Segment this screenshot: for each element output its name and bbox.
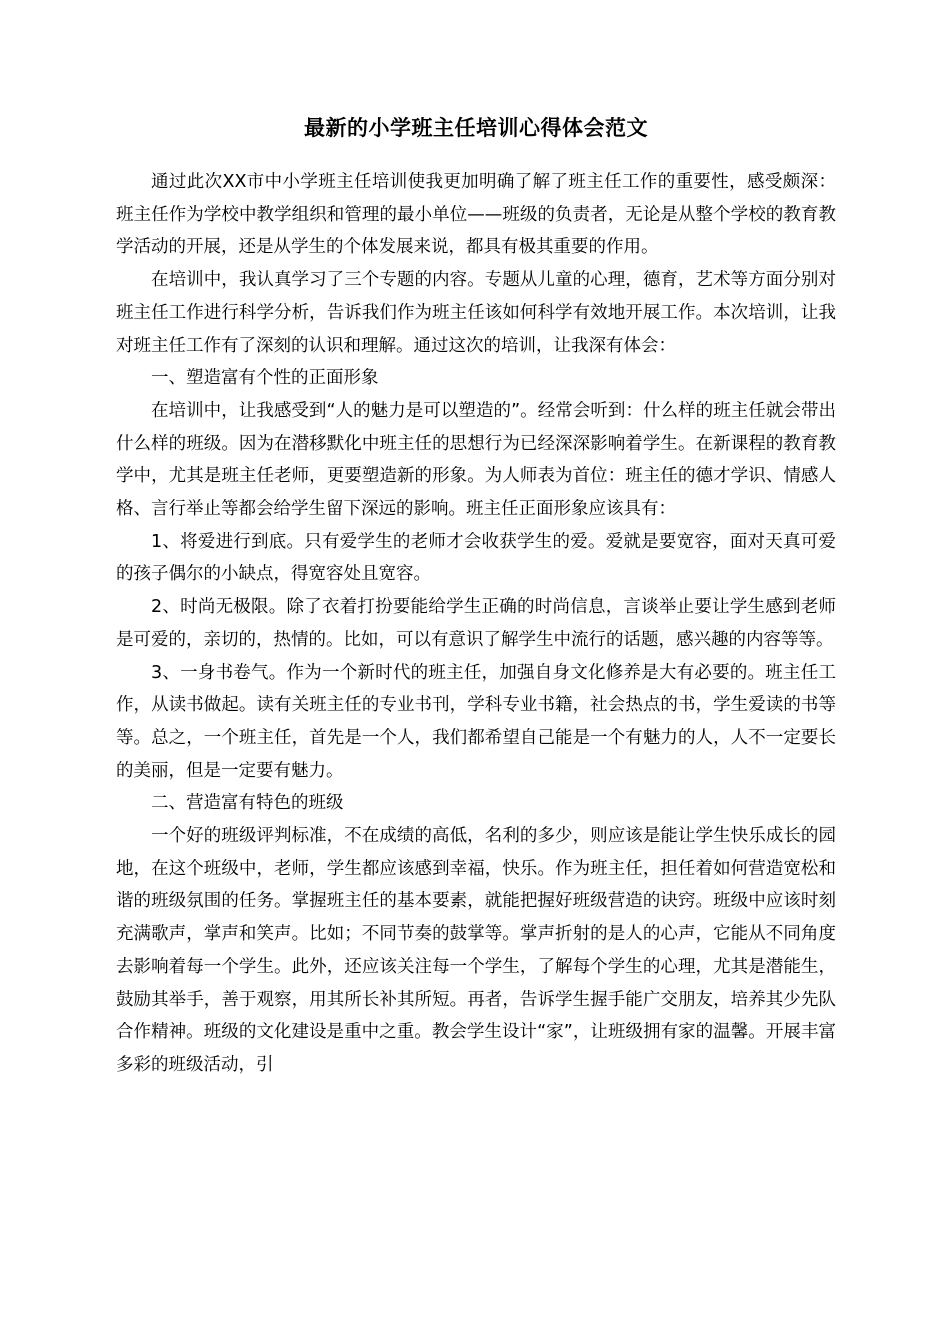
section-heading-2: 二、营造富有特色的班级 <box>151 793 344 814</box>
section-heading-1: 一、塑造富有个性的正面形象 <box>151 368 379 389</box>
document-body <box>116 166 836 1082</box>
paragraph-image: 在培训中，让我感受到“人的魅力是可以塑造的”。经常会听到：什么样的班主任就会带出什么样的班级。因为在潜移默化中班主任的思想行为已经深深影响着学生。在新课程的教育教学中，尤其是班主任老师，更要塑造新的形象。为人师表为首位：班主任的德才学识、情感人格、言行举止等都会给学生留下深远的影响。班主任正面形象应该具有： <box>116 400 836 520</box>
list-item-fashion: 2、时尚无极限。除了衣着打扮要能给学生正确的时尚信息，言谈举止要让学生感到老师是可爱的，亲切的，热情的。比如，可以有意识了解学生中流行的话题，感兴趣的内容等等。 <box>116 597 836 650</box>
paragraph-class: 一个好的班级评判标准，不在成绩的高低，名利的多少，则应该是能让学生快乐成长的园地，在这个班级中，老师，学生都应该感到幸福，快乐。作为班主任，担任着如何营造宽松和谐的班级氛围的任务。掌握班主任的基本要素，就能把握好班级营造的诀窍。班级中应该时刻充满歌声，掌声和笑声。比如；不同节奏的鼓掌等。掌声折射的是人的心声，它能从不同角度去影响着每一个学生。此外，还应该关注每一个学生，了解每个学生的心理，尤其是潜能生，鼓励其举手，善于观察，用其所长补其所短。再者，告诉学生握手能广交朋友，培养其少先队合作精神。班级的文化建设是重中之重。教会学生设计“家”，让班级拥有家的温馨。开展丰富多彩的班级活动，引 <box>116 826 836 1075</box>
document-page <box>116 112 836 1082</box>
paragraph-training: 在培训中，我认真学习了三个专题的内容。专题从儿童的心理，德育，艺术等方面分别对班主任工作进行科学分析，告诉我们作为班主任该如何科学有效地开展工作。本次培训，让我对班主任工作有了深刻的认识和理解。通过这次的培训，让我深有体会： <box>116 270 836 356</box>
list-item-books: 3、一身书卷气。作为一个新时代的班主任，加强自身文化修养是大有必要的。班主任工作，从读书做起。读有关班主任的专业书刊，学科专业书籍，社会热点的书，学生爱读的书等等。总之，一个班主任，首先是一个人，我们都希望自己能是一个有魅力的人，人不一定要长的美丽，但是一定要有魅力。 <box>116 662 836 781</box>
list-item-love: 1、将爱进行到底。只有爱学生的老师才会收获学生的爱。爱就是要宽容，面对天真可爱的孩子偶尔的小缺点，得宽容处且宽容。 <box>116 531 836 585</box>
paragraph-intro: 通过此次XX市中小学班主任培训使我更加明确了解了班主任工作的重要性，感受颇深：班主任作为学校中教学组织和管理的最小单位——班级的负责者，无论是从整个学校的教育教学活动的开展，还是从学生的个体发展来说，都具有极其重要的作用。 <box>116 172 836 258</box>
document-title: 最新的小学班主任培训心得体会范文 <box>304 116 648 140</box>
